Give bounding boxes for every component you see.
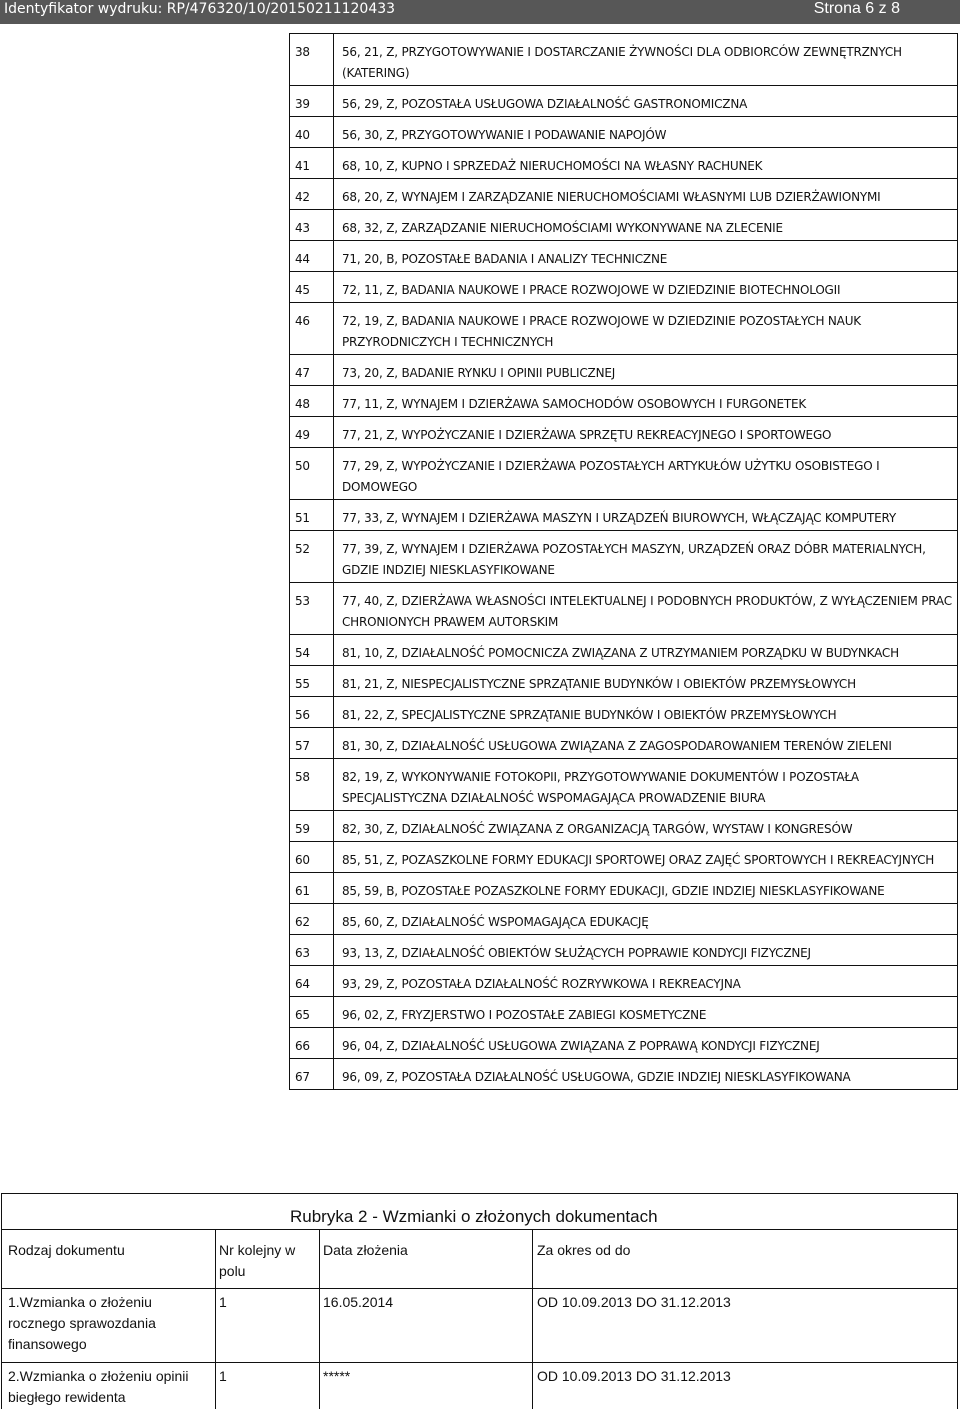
row-number: 50	[290, 448, 334, 500]
row1-filed-date: 16.05.2014	[323, 1294, 394, 1310]
print-header-bar	[0, 0, 960, 24]
row-number: 60	[290, 842, 334, 873]
table-row	[290, 635, 958, 666]
row-number: 46	[290, 303, 334, 355]
table-row	[290, 272, 958, 303]
activity-description: 77, 29, Z, WYPOŻYCZANIE I DZIERŻAWA POZOSTAŁYCH ARTYKUŁÓW UŻYTKU OSOBISTEGO I DOMOWEGO	[334, 448, 958, 500]
row-number: 48	[290, 386, 334, 417]
rubric-2-column-line	[319, 1229, 320, 1409]
activity-description: 96, 02, Z, FRYZJERSTWO I POZOSTAŁE ZABIEGI KOSMETYCZNE	[334, 997, 958, 1028]
row-number: 52	[290, 531, 334, 583]
row-number: 45	[290, 272, 334, 303]
table-row	[290, 210, 958, 241]
activity-description: 77, 33, Z, WYNAJEM I DZIERŻAWA MASZYN I URZĄDZEŃ BIUROWYCH, WŁĄCZAJĄC KOMPUTERY	[334, 500, 958, 531]
table-row	[290, 1059, 958, 1090]
table-row	[290, 583, 958, 635]
activity-description: 93, 29, Z, POZOSTAŁA DZIAŁALNOŚĆ ROZRYWKOWA I REKREACYJNA	[334, 966, 958, 997]
activity-description: 68, 32, Z, ZARZĄDZANIE NIERUCHOMOŚCIAMI WYKONYWANE NA ZLECENIE	[334, 210, 958, 241]
rubric-2-divider	[2, 1229, 957, 1230]
row2-doc-type: 2.Wzmianka o złożeniu opinii biegłego rewidenta	[8, 1368, 189, 1405]
activity-description: 72, 19, Z, BADANIA NAUKOWE I PRACE ROZWOJOWE W DZIEDZINIE POZOSTAŁYCH NAUK PRZYRODNICZYCH I TECHNICZNYCH	[334, 303, 958, 355]
table-row	[290, 935, 958, 966]
table-row	[290, 148, 958, 179]
activity-description: 73, 20, Z, BADANIE RYNKU I OPINII PUBLICZNEJ	[334, 355, 958, 386]
row-number: 53	[290, 583, 334, 635]
table-row	[290, 34, 958, 86]
row-number: 44	[290, 241, 334, 272]
table-row	[290, 448, 958, 500]
table-row	[290, 500, 958, 531]
table-row	[290, 666, 958, 697]
table-row	[290, 873, 958, 904]
row-number: 38	[290, 34, 334, 86]
activity-description: 77, 39, Z, WYNAJEM I DZIERŻAWA POZOSTAŁYCH MASZYN, URZĄDZEŃ ORAZ DÓBR MATERIALNYCH, GDZIE INDZIEJ NIESKLASYFIKOWANE	[334, 531, 958, 583]
header-seq-no: Nr kolejny w polu	[219, 1242, 296, 1279]
row-number: 63	[290, 935, 334, 966]
rubric-2-divider	[2, 1288, 957, 1289]
row-number: 56	[290, 697, 334, 728]
table-row	[290, 241, 958, 272]
activity-description: 56, 30, Z, PRZYGOTOWYWANIE I PODAWANIE NAPOJÓW	[334, 117, 958, 148]
table-row	[290, 728, 958, 759]
table-row	[290, 417, 958, 448]
rubric-2-divider	[2, 1362, 957, 1363]
header-doc-type: Rodzaj dokumentu	[8, 1242, 125, 1258]
row-number: 67	[290, 1059, 334, 1090]
activity-description: 93, 13, Z, DZIAŁALNOŚĆ OBIEKTÓW SŁUŻĄCYCH POPRAWIE KONDYCJI FIZYCZNEJ	[334, 935, 958, 966]
row-number: 61	[290, 873, 334, 904]
row-number: 66	[290, 1028, 334, 1059]
row2-filed-date: *****	[323, 1368, 351, 1384]
activity-description: 82, 30, Z, DZIAŁALNOŚĆ ZWIĄZANA Z ORGANIZACJĄ TARGÓW, WYSTAW I KONGRESÓW	[334, 811, 958, 842]
row1-period: OD 10.09.2013 DO 31.12.2013	[537, 1294, 731, 1310]
activity-description: 85, 51, Z, POZASZKOLNE FORMY EDUKACJI SPORTOWEJ ORAZ ZAJĘĆ SPORTOWYCH I REKREACYJNYCH	[334, 842, 958, 873]
row1-seq-no: 1	[219, 1294, 227, 1310]
table-row	[290, 904, 958, 935]
row2-period: OD 10.09.2013 DO 31.12.2013	[537, 1368, 731, 1384]
activity-description: 81, 22, Z, SPECJALISTYCZNE SPRZĄTANIE BUDYNKÓW I OBIEKTÓW PRZEMYSŁOWYCH	[334, 697, 958, 728]
header-period: Za okres od do	[537, 1242, 631, 1258]
table-row	[290, 1028, 958, 1059]
activity-description: 56, 21, Z, PRZYGOTOWYWANIE I DOSTARCZANIE ŻYWNOŚCI DLA ODBIORCÓW ZEWNĘTRZNYCH (KATERING)	[334, 34, 958, 86]
row-number: 43	[290, 210, 334, 241]
table-row	[290, 811, 958, 842]
table-row	[290, 759, 958, 811]
table-row	[290, 117, 958, 148]
row2-seq-no: 1	[219, 1368, 227, 1384]
row-number: 49	[290, 417, 334, 448]
row-number: 64	[290, 966, 334, 997]
table-row	[290, 386, 958, 417]
rubric-2-column-line	[532, 1229, 533, 1409]
table-row	[290, 531, 958, 583]
activity-description: 81, 21, Z, NIESPECJALISTYCZNE SPRZĄTANIE BUDYNKÓW I OBIEKTÓW PRZEMYSŁOWYCH	[334, 666, 958, 697]
row-number: 54	[290, 635, 334, 666]
row-number: 58	[290, 759, 334, 811]
row-number: 47	[290, 355, 334, 386]
activity-description: 72, 11, Z, BADANIA NAUKOWE I PRACE ROZWOJOWE W DZIEDZINIE BIOTECHNOLOGII	[334, 272, 958, 303]
activity-table	[289, 33, 958, 1090]
activity-description: 71, 20, B, POZOSTAŁE BADANIA I ANALIZY TECHNICZNE	[334, 241, 958, 272]
activity-description: 56, 29, Z, POZOSTAŁA USŁUGOWA DZIAŁALNOŚĆ GASTRONOMICZNA	[334, 86, 958, 117]
table-row	[290, 86, 958, 117]
activity-description: 81, 30, Z, DZIAŁALNOŚĆ USŁUGOWA ZWIĄZANA Z ZAGOSPODAROWANIEM TERENÓW ZIELENI	[334, 728, 958, 759]
row1-doc-type: 1.Wzmianka o złożeniu rocznego sprawozdania finansowego	[8, 1294, 156, 1352]
activity-description: 85, 60, Z, DZIAŁALNOŚĆ WSPOMAGAJĄCA EDUKACJĘ	[334, 904, 958, 935]
row-number: 51	[290, 500, 334, 531]
row-number: 41	[290, 148, 334, 179]
table-row	[290, 966, 958, 997]
row-number: 55	[290, 666, 334, 697]
activity-description: 96, 09, Z, POZOSTAŁA DZIAŁALNOŚĆ USŁUGOWA, GDZIE INDZIEJ NIESKLASYFIKOWANA	[334, 1059, 958, 1090]
row-number: 40	[290, 117, 334, 148]
activity-description: 81, 10, Z, DZIAŁALNOŚĆ POMOCNICZA ZWIĄZANA Z UTRZYMANIEM PORZĄDKU W BUDYNKACH	[334, 635, 958, 666]
rubric-2-column-line	[215, 1229, 216, 1409]
table-row	[290, 997, 958, 1028]
table-row	[290, 355, 958, 386]
activity-description: 68, 10, Z, KUPNO I SPRZEDAŻ NIERUCHOMOŚCI NA WŁASNY RACHUNEK	[334, 148, 958, 179]
table-row	[290, 303, 958, 355]
activity-description: 77, 21, Z, WYPOŻYCZANIE I DZIERŻAWA SPRZĘTU REKREACYJNEGO I SPORTOWEGO	[334, 417, 958, 448]
print-identifier: Identyfikator wydruku: RP/476320/10/20150211120433	[4, 1, 396, 17]
row-number: 39	[290, 86, 334, 117]
page-number: Strona 6 z 8	[813, 0, 900, 17]
table-row	[290, 697, 958, 728]
rubric-2-section	[1, 1193, 958, 1409]
row-number: 65	[290, 997, 334, 1028]
row-number: 42	[290, 179, 334, 210]
row-number: 59	[290, 811, 334, 842]
activity-description: 96, 04, Z, DZIAŁALNOŚĆ USŁUGOWA ZWIĄZANA Z POPRAWĄ KONDYCJI FIZYCZNEJ	[334, 1028, 958, 1059]
header-filed-date: Data złożenia	[323, 1242, 408, 1258]
activity-description: 82, 19, Z, WYKONYWANIE FOTOKOPII, PRZYGOTOWYWANIE DOKUMENTÓW I POZOSTAŁA SPECJALISTYCZNA DZIAŁALNOŚĆ WSPOMAGAJĄCA PROWADZENIE BIURA	[334, 759, 958, 811]
table-row	[290, 179, 958, 210]
row-number: 62	[290, 904, 334, 935]
activity-description: 77, 11, Z, WYNAJEM I DZIERŻAWA SAMOCHODÓW OSOBOWYCH I FURGONETEK	[334, 386, 958, 417]
table-row	[290, 842, 958, 873]
activity-description: 85, 59, B, POZOSTAŁE POZASZKOLNE FORMY EDUKACJI, GDZIE INDZIEJ NIESKLASYFIKOWANE	[334, 873, 958, 904]
rubric-2-title: Rubryka 2 - Wzmianki o złożonych dokumentach	[290, 1207, 658, 1226]
activity-description: 68, 20, Z, WYNAJEM I ZARZĄDZANIE NIERUCHOMOŚCIAMI WŁASNYMI LUB DZIERŻAWIONYMI	[334, 179, 958, 210]
activity-description: 77, 40, Z, DZIERŻAWA WŁASNOŚCI INTELEKTUALNEJ I PODOBNYCH PRODUKTÓW, Z WYŁĄCZENIEM PRAC CHRONIONYCH PRAWEM AUTORSKIM	[334, 583, 958, 635]
row-number: 57	[290, 728, 334, 759]
